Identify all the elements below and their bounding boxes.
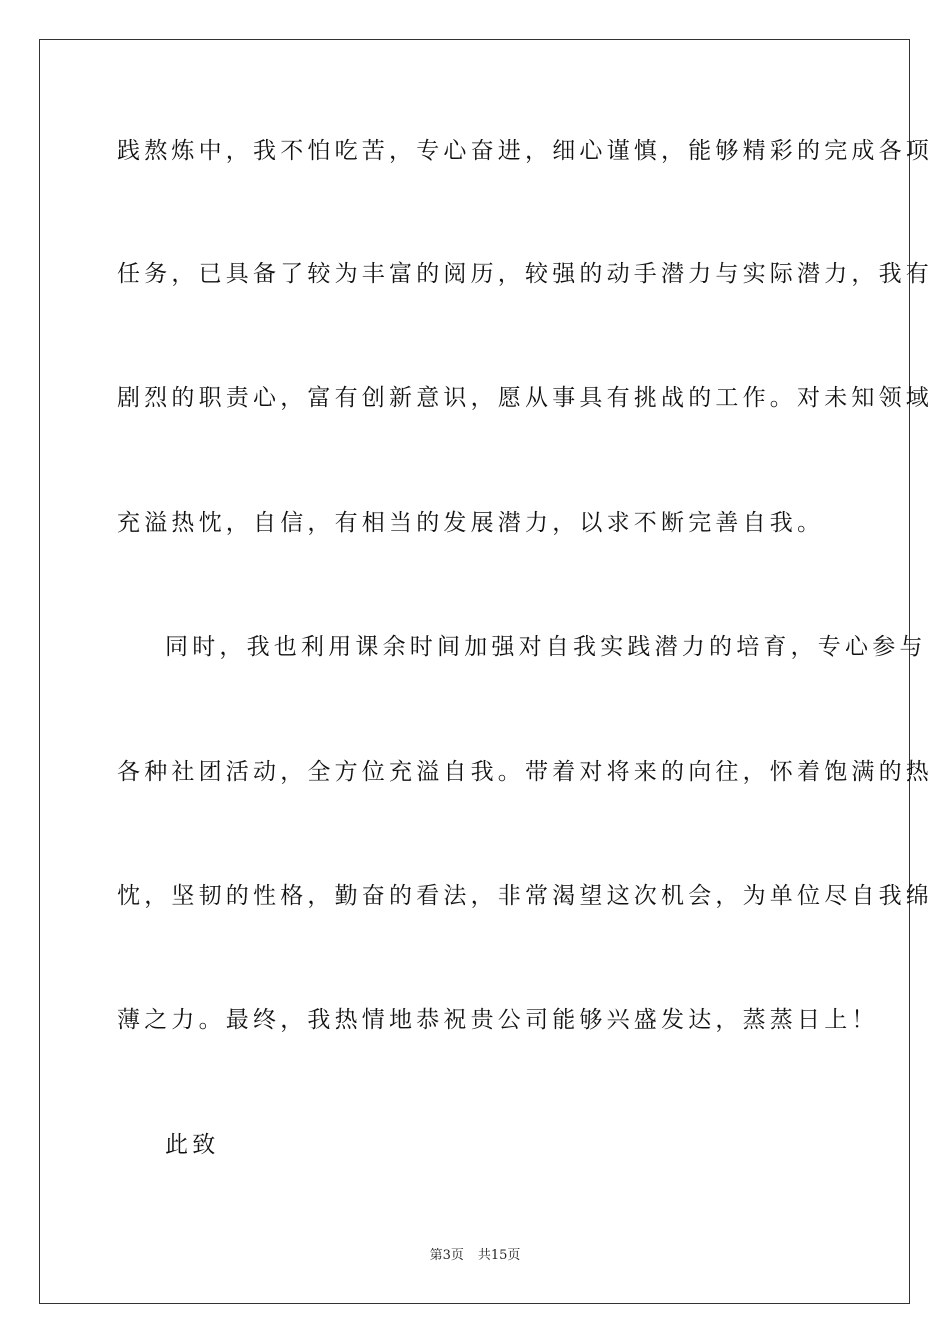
body-line-2: 任务，已具备了较为丰富的阅历，较强的动手潜力与实际潜力，我有 <box>117 261 933 287</box>
body-line-3: 剧烈的职责心，富有创新意识，愿从事具有挑战的工作。对未知领域 <box>117 385 933 411</box>
body-line-1: 践熬炼中，我不怕吃苦，专心奋进，细心谨慎，能够精彩的完成各项 <box>117 138 933 164</box>
body-line-8: 薄之力。最终，我热情地恭祝贵公司能够兴盛发达，蒸蒸日上！ <box>117 1007 879 1033</box>
body-line-5: 同时，我也利用课余时间加强对自我实践潜力的培育，专心参与 <box>165 634 927 660</box>
body-line-6: 各种社团活动，全方位充溢自我。带着对将来的向往，怀着饱满的热 <box>117 759 933 785</box>
body-line-7: 忱，坚韧的性格，勤奋的看法，非常渴望这次机会，为单位尽自我绵 <box>117 883 933 909</box>
body-line-4: 充溢热忱，自信，有相当的发展潜力，以求不断完善自我。 <box>117 510 825 536</box>
closing-salutation: 此致 <box>165 1132 220 1158</box>
page-border <box>39 39 910 1304</box>
current-page-number: 第3页 <box>429 1248 464 1263</box>
page-footer <box>0 1247 950 1265</box>
total-page-count: 共15页 <box>477 1248 521 1263</box>
